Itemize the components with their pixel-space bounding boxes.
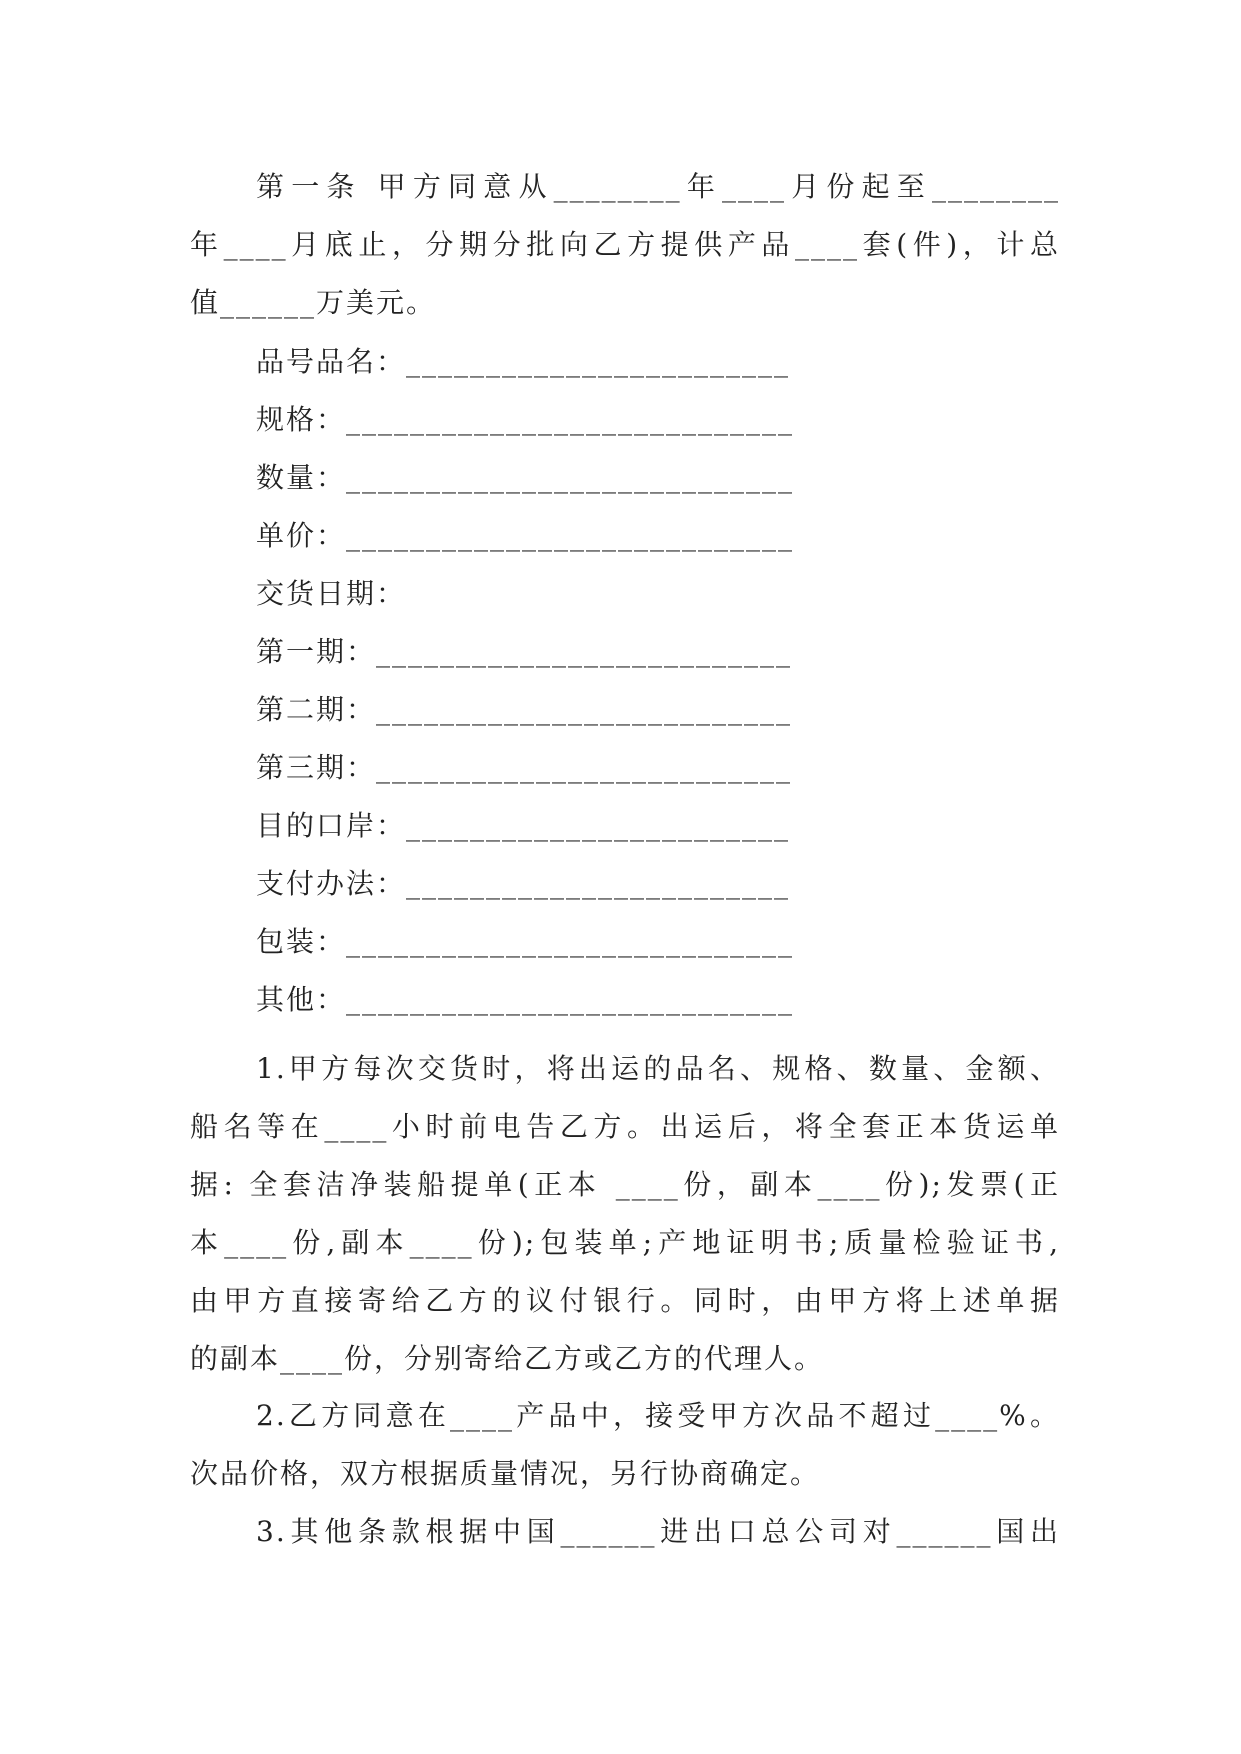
field-product-name xyxy=(190,333,1060,391)
clause-one-line-4: 本____份,副本____份);包装单;产地证明书;质量检验证书, xyxy=(190,1226,1060,1259)
clause-one-line-3: 据: 全套洁净装船提单(正本 ____份，副本____份);发票(正 xyxy=(190,1168,1060,1201)
clause-three-line-1: 3.其他条款根据中国______进出口总公司对______国出 xyxy=(256,1515,1060,1548)
field-label: 支付办法： xyxy=(256,867,407,900)
article-one xyxy=(190,158,1060,332)
field-blank: ____________________________ xyxy=(346,403,795,436)
clause-two xyxy=(190,1387,1060,1503)
field-blank: ________________________ xyxy=(406,809,791,842)
field-quantity xyxy=(190,449,1060,507)
clause-one-line-1: 1.甲方每次交货时，将出运的品名、规格、数量、金额、 xyxy=(256,1052,1060,1085)
field-label: 单价： xyxy=(256,519,347,552)
field-label: 品号品名： xyxy=(256,345,407,378)
field-phase-one xyxy=(190,623,1060,681)
field-blank: ________________________ xyxy=(406,345,791,378)
field-blank: __________________________ xyxy=(376,693,793,726)
field-specification xyxy=(190,391,1060,449)
clause-two-line-1: 2.乙方同意在____产品中，接受甲方次品不超过____%。 xyxy=(256,1399,1060,1432)
field-blank: ____________________________ xyxy=(346,519,795,552)
field-label: 目的口岸： xyxy=(256,809,407,842)
clause-one xyxy=(190,1040,1060,1388)
field-delivery-date xyxy=(190,565,1060,623)
field-label: 数量： xyxy=(256,461,347,494)
field-label: 第一期： xyxy=(256,635,377,668)
field-blank: ________________________ xyxy=(406,867,791,900)
field-blank: ____________________________ xyxy=(346,925,795,958)
field-destination-port xyxy=(190,797,1060,855)
field-blank: ____________________________ xyxy=(346,983,795,1016)
field-label: 交货日期： xyxy=(256,577,407,610)
field-other xyxy=(190,971,1060,1029)
article-one-line-1: 第一条 甲方同意从________年____月份起至________ xyxy=(256,170,1060,203)
clause-one-line-2: 船名等在____小时前电告乙方。出运后，将全套正本货运单 xyxy=(190,1110,1060,1143)
field-blank: __________________________ xyxy=(376,751,793,784)
field-phase-two xyxy=(190,681,1060,739)
field-label: 第三期： xyxy=(256,751,377,784)
clause-two-line-2: 次品价格，双方根据质量情况，另行协商确定。 xyxy=(190,1457,821,1490)
field-payment-method xyxy=(190,855,1060,913)
field-unit-price xyxy=(190,507,1060,565)
clause-one-line-5: 由甲方直接寄给乙方的议付银行。同时，由甲方将上述单据 xyxy=(190,1284,1060,1317)
field-label: 规格： xyxy=(256,403,347,436)
clause-three xyxy=(190,1503,1060,1561)
field-label: 包装： xyxy=(256,925,347,958)
field-blank: ____________________________ xyxy=(346,461,795,494)
field-label: 其他： xyxy=(256,983,347,1016)
article-one-line-2: 年____月底止，分期分批向乙方提供产品____套(件)，计总 xyxy=(190,228,1060,261)
field-packaging xyxy=(190,913,1060,971)
clause-one-line-6: 的副本____份，分别寄给乙方或乙方的代理人。 xyxy=(190,1342,825,1375)
field-list xyxy=(190,333,1060,1029)
field-phase-three xyxy=(190,739,1060,797)
field-label: 第二期： xyxy=(256,693,377,726)
article-one-line-3: 值______万美元。 xyxy=(190,286,437,319)
field-blank: __________________________ xyxy=(376,635,793,668)
